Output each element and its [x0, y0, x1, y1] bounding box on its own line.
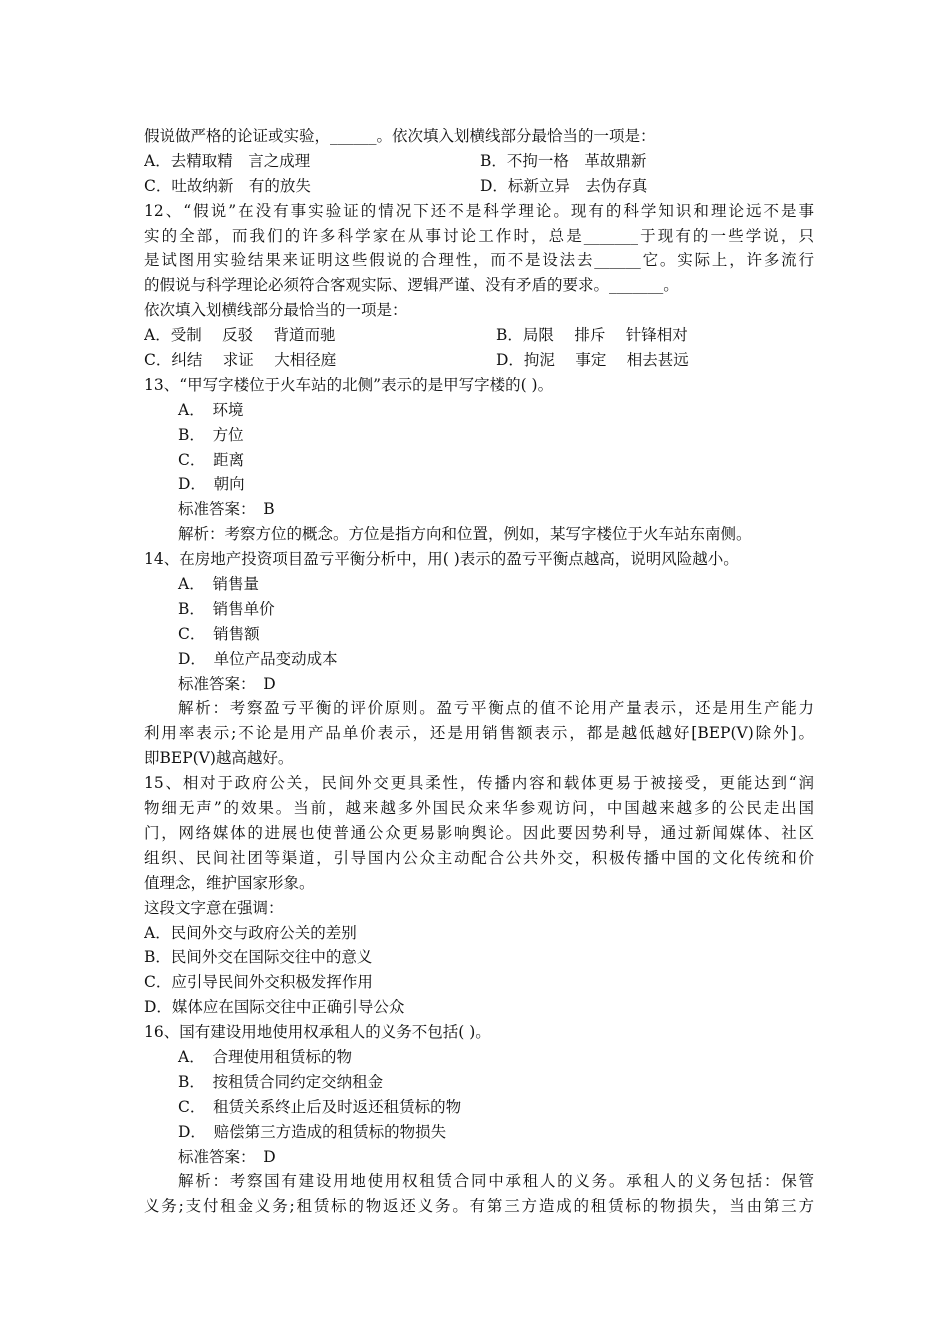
- q11-option-b: B．不拘一格 革故鼎新: [480, 151, 647, 170]
- q15-option-b: B．民间外交在国际交往中的意义: [144, 948, 373, 967]
- q16-option-b: B． 按租赁合同约定交纳租金: [178, 1072, 384, 1091]
- q14-option-a: A． 销售量: [178, 575, 259, 594]
- q13-answer: 标准答案： B: [178, 500, 275, 519]
- q14-answer: 标准答案： D: [178, 674, 276, 693]
- q16-analysis-line: 解析：考察国有建设用地使用权租赁合同中承租人的义务。承租人的义务包括：保管: [178, 1172, 814, 1191]
- q12-option-d: D．拘泥 事定 相去甚远: [496, 351, 689, 370]
- q15-option-d: D．媒体应在国际交往中正确引导公众: [144, 998, 405, 1017]
- q15-stem-line: 物细无声”的效果。当前，越来越多外国民众来华参观访问，中国越来越多的公民走出国: [144, 799, 814, 818]
- q14-analysis-line: 即BEP(V)越高越好。: [144, 749, 294, 768]
- q12-options-row: [144, 323, 814, 348]
- q16-option-c: C． 租赁关系终止后及时返还租赁标的物: [178, 1097, 462, 1116]
- q11-options-row: [144, 174, 814, 199]
- q14-analysis-line: 利用率表示;不论是用产品单价表示，还是用销售额表示，都是越低越好[BEP(V)除外]。: [144, 724, 814, 743]
- q12-option-c: C．纠结 求证 大相径庭: [144, 351, 337, 370]
- q12-stem-line: 实的全部，而我们的许多科学家在从事讨论工作时，总是_______于现有的一些学说，只: [144, 226, 814, 245]
- q14-analysis-line: 解析：考察盈亏平衡的评价原则。盈亏平衡点的值不论用产量表示，还是用生产能力: [178, 699, 814, 718]
- q13-analysis: 解析：考察方位的概念。方位是指方向和位置，例如，某写字楼位于火车站东南侧。: [178, 525, 752, 544]
- q12-option-a: A．受制 反驳 背道而驰: [144, 326, 336, 345]
- q15-stem-line: 组织、民间社团等渠道，引导国内公众主动配合公共外交，积极传播中国的文化传统和价: [144, 848, 814, 867]
- q15-option-c: C．应引导民间外交积极发挥作用: [144, 973, 373, 992]
- q13-option-d: D． 朝向: [178, 475, 245, 494]
- q11-stem-line: 假说做严格的论证或实验，______。依次填入划横线部分最恰当的一项是：: [144, 127, 656, 145]
- q13-stem: 13、“甲写字楼位于火车站的北侧”表示的是甲写字楼的( )。: [144, 375, 554, 394]
- q14-stem: 14、在房地产投资项目盈亏平衡分析中，用( )表示的盈亏平衡点越高，说明风险越小。: [144, 550, 739, 569]
- q11-option-d: D．标新立异 去伪存真: [480, 176, 648, 195]
- q14-option-d: D． 单位产品变动成本: [178, 649, 338, 668]
- q14-option-b: B． 销售单价: [178, 599, 275, 618]
- q13-option-c: C． 距离: [178, 450, 245, 469]
- q15-stem-line: 值理念，维护国家形象。: [144, 873, 315, 892]
- document-body: [144, 124, 814, 1219]
- q12-instruction: 依次填入划横线部分最恰当的一项是：: [144, 301, 408, 320]
- q12-stem-line: 的假说与科学理论必须符合客观实际、逻辑严谨、没有矛盾的要求。_______。: [144, 276, 679, 295]
- q16-answer: 标准答案： D: [178, 1147, 276, 1166]
- q16-stem: 16、国有建设用地使用权承租人的义务不包括( )。: [144, 1023, 491, 1042]
- q13-option-b: B． 方位: [178, 425, 244, 444]
- q12-options-row: [144, 348, 814, 373]
- q13-option-a: A． 环境: [178, 400, 244, 419]
- q12-stem-line: 是试图用实验结果来证明这些假说的合理性，而不是设法去______它。实际上，许多流行: [144, 251, 814, 270]
- q16-option-d: D． 赔偿第三方造成的租赁标的物损失: [178, 1122, 447, 1141]
- q12-option-b: B．局限 排斥 针锋相对: [496, 326, 688, 345]
- q15-stem-line: 门，网络媒体的进展也使普通公众更易影响舆论。因此要因势利导，通过新闻媒体、社区: [144, 823, 814, 842]
- q12-stem-line: 12、“假说”在没有事实验证的情况下还不是科学理论。现有的科学知识和理论远不是事: [144, 201, 814, 220]
- q11-option-a: A．去精取精 言之成理: [144, 151, 311, 170]
- q11-options-row: [144, 149, 814, 174]
- q11-option-c: C．吐故纳新 有的放失: [144, 176, 311, 195]
- q15-option-a: A．民间外交与政府公关的差别: [144, 923, 357, 942]
- q15-stem-line: 15、相对于政府公关，民间外交更具柔性，传播内容和载体更易于被接受，更能达到“润: [144, 774, 814, 793]
- q16-analysis-line: 义务;支付租金义务;租赁标的物返还义务。有第三方造成的租赁标的物损失，当由第三方: [144, 1197, 814, 1216]
- q15-instruction: 这段文字意在强调：: [144, 898, 284, 917]
- q16-option-a: A． 合理使用租赁标的物: [178, 1047, 352, 1066]
- q14-option-c: C． 销售额: [178, 624, 260, 643]
